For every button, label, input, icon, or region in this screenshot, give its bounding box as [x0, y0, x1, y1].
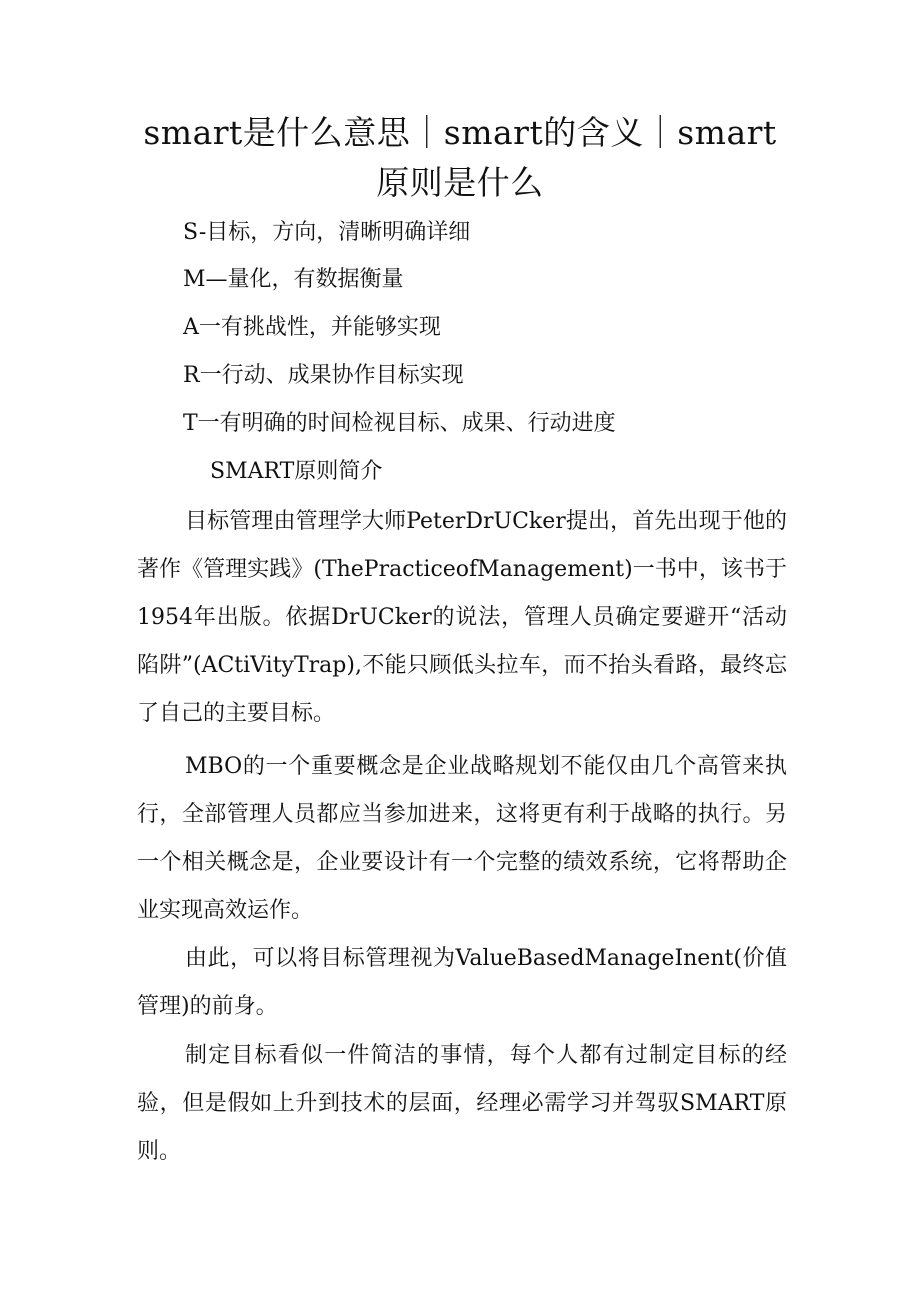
section-heading: SMART原则简介: [210, 459, 383, 484]
paragraph-mbo-origin: 目标管理由管理学大师PeterDrUCker提出，首先出现于他的著作《管理实践》(ThePracticeofManagement)一书中，该书于1954年出版。依据DrUCker的说法，管理人员确定要避开“活动陷阱”(ACtiVityTrap),不能只顾低头拉车，而不抬头看路，最终忘了自己的主要目标。: [137, 509, 787, 726]
paragraph-value-management: 由此，可以将目标管理视为ValueBasedManageInent(价值管理)的前身。: [137, 946, 787, 1019]
document-title: smart是什么意思｜smart的含义｜smart原则是什么: [143, 113, 777, 202]
smart-item-s: S-目标，方向，清晰明确详细: [183, 220, 471, 245]
paragraph-mbo-concept: MBO的一个重要概念是企业战略规划不能仅由几个高管来执行，全部管理人员都应当参加进来，这将更有利于战略的执行。另一个相关概念是，企业要设计有一个完整的绩效系统，它将帮助企业实现高效运作。: [137, 754, 787, 923]
smart-item-m: M—量化，有数据衡量: [183, 267, 404, 292]
paragraph-smart-principle: 制定目标看似一件简洁的事情，每个人都有过制定目标的经验，但是假如上升到技术的层面，经理必需学习并驾驭SMART原则。: [137, 1043, 787, 1164]
smart-item-t: T一有明确的时间检视目标、成果、行动进度: [183, 411, 616, 436]
smart-item-a: A一有挑战性，并能够实现: [183, 315, 441, 340]
smart-item-r: R一行动、成果协作目标实现: [183, 363, 464, 388]
